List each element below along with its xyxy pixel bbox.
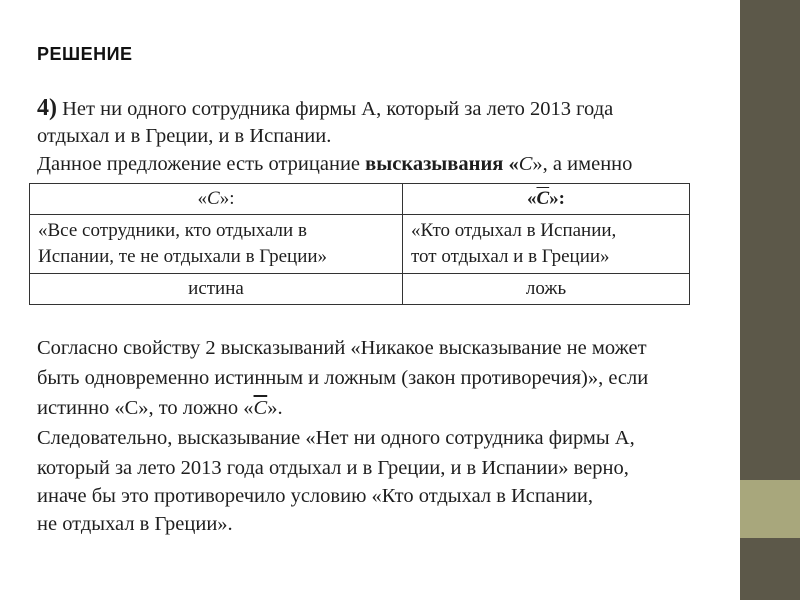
- intro-text-1: Нет ни одного сотрудника фирмы А, который за лето 2013 года: [57, 98, 614, 120]
- table-statement-row: [30, 215, 690, 274]
- statement-c-symbol: С: [518, 153, 533, 175]
- c-bar-symbol-inline: С: [253, 397, 268, 419]
- header-negation-c: «С»:: [403, 184, 690, 215]
- value-true: истина: [30, 274, 403, 305]
- conclusion-line-5: который за лето 2013 года отдыхал и в Греции, и в Испании» верно,: [37, 457, 629, 479]
- conclusion-line-7: не отдыхал в Греции».: [37, 513, 233, 535]
- intro-line-3: [37, 152, 632, 176]
- conclusion-line-4: Следовательно, высказывание «Нет ни одного сотрудника фирмы А,: [37, 427, 635, 449]
- intro-line-2: отдыхал и в Греции, и в Испании.: [37, 125, 332, 147]
- conclusion-line-1: Согласно свойству 2 высказываний «Никакое высказывание не может: [37, 337, 647, 359]
- table-header-row: [30, 184, 690, 215]
- intro-line-1: [37, 96, 613, 121]
- side-decor-accent: [740, 480, 800, 538]
- task-number: 4): [37, 95, 57, 121]
- c-bar-symbol: С: [536, 188, 550, 209]
- intro-text-3: Данное предложение есть отрицание: [37, 153, 366, 175]
- intro-bold-text: высказывания «: [365, 153, 519, 175]
- conclusion-line-2: быть одновременно истинным и ложным (закон противоречия)», если: [37, 367, 649, 389]
- c-symbol: С: [207, 188, 220, 209]
- table-value-row: [30, 274, 690, 305]
- conclusion-line-6: иначе бы это противоречило условию «Кто отдыхал в Испании,: [37, 485, 594, 507]
- header-statement-c: «С»:: [30, 184, 403, 215]
- statement-c-text: «Все сотрудники, кто отдыхали в Испании, те не отдыхали в Греции»: [30, 215, 403, 274]
- statements-table: [29, 183, 690, 305]
- conclusion-line-3: истинно «С», то ложно «С».: [37, 397, 283, 419]
- value-false: ложь: [403, 274, 690, 305]
- slide-heading: РЕШЕНИЕ: [37, 44, 133, 64]
- intro-text-3-suffix: », а именно: [532, 153, 633, 175]
- statement-negation-text: «Кто отдыхал в Испании, тот отдыхал и в Греции»: [403, 215, 690, 274]
